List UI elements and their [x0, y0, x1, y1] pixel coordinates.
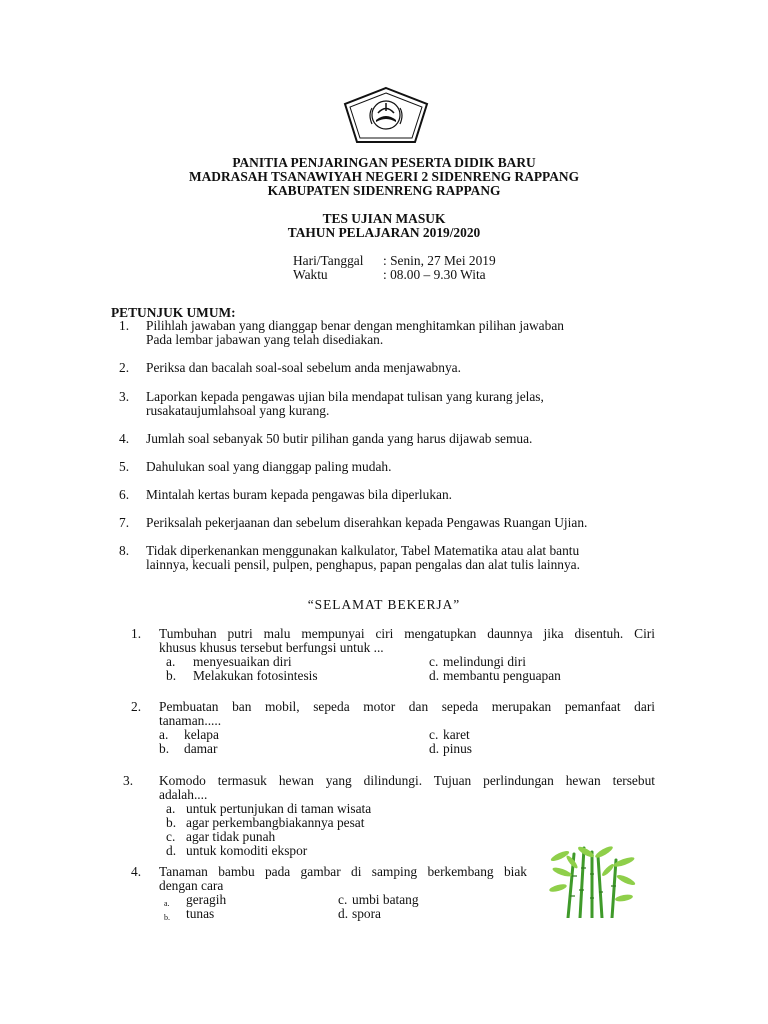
- date-value: : Senin, 27 Mei 2019: [383, 253, 496, 268]
- option-text: tunas: [186, 906, 215, 921]
- option-text: agar perkembangbiakannya pesat: [186, 815, 365, 830]
- instruction-text: rusakataujumlahsoal yang kurang.: [146, 403, 330, 418]
- question-text: Tumbuhan putri malu mempunyai ciri mengatupkan daunnya jika disentuh. Ciri: [159, 626, 655, 641]
- bamboo-plant-icon: [546, 846, 638, 918]
- instruction-number: 1.: [119, 318, 130, 333]
- instruction-number: 3.: [119, 389, 130, 404]
- time-label: Waktu: [293, 267, 328, 282]
- question-text: adalah....: [159, 787, 208, 802]
- option-letter: d.: [429, 668, 440, 683]
- option-letter: c.: [429, 727, 439, 742]
- regency-name: KABUPATEN SIDENRENG RAPPANG: [267, 183, 501, 198]
- instruction-text: Jumlah soal sebanyak 50 butir pilihan ganda yang harus dijawab semua.: [146, 431, 533, 446]
- option-letter: d.: [429, 741, 440, 756]
- instructions-title: PETUNJUK UMUM:: [111, 305, 236, 320]
- option-letter: a.: [159, 727, 169, 742]
- instruction-number: 7.: [119, 515, 130, 530]
- option-text: kelapa: [184, 727, 219, 742]
- option-text: damar: [184, 741, 218, 756]
- option-letter: c.: [338, 892, 348, 907]
- option-letter: c.: [166, 829, 176, 844]
- option-text: melindungi diri: [443, 654, 526, 669]
- instruction-text: lainnya, kecuali pensil, pulpen, penghapus, papan pengalas dan alat tulis lainnya.: [146, 557, 580, 572]
- option-letter: a.: [166, 801, 176, 816]
- option-letter: c.: [429, 654, 439, 669]
- option-text: pinus: [443, 741, 473, 756]
- option-text: Melakukan fotosintesis: [193, 668, 318, 683]
- question-number: 2.: [131, 699, 142, 714]
- good-luck-greeting: “SELAMAT BEKERJA”: [307, 597, 461, 612]
- option-letter: b.: [159, 741, 170, 756]
- instruction-text: Laporkan kepada pengawas ujian bila mendapat tulisan yang kurang jelas,: [146, 389, 544, 404]
- instruction-text: Dahulukan soal yang dianggap paling mudah.: [146, 459, 392, 474]
- instruction-text: Periksalah pekerjaanan dan sebelum diserahkan kepada Pengawas Ruangan Ujian.: [146, 515, 588, 530]
- school-name: MADRASAH TSANAWIYAH NEGERI 2 SIDENRENG RAPPANG: [189, 169, 579, 184]
- option-letter: d.: [166, 843, 177, 858]
- question-text: tanaman.....: [159, 713, 222, 728]
- question-text: Pembuatan ban mobil, sepeda motor dan sepeda merupakan pemanfaat dari: [159, 699, 655, 714]
- instruction-text: Pilihlah jawaban yang dianggap benar dengan menghitamkan pilihan jawaban: [146, 318, 564, 333]
- academic-year: TAHUN PELAJARAN 2019/2020: [287, 225, 481, 240]
- time-value: : 08.00 – 9.30 Wita: [383, 267, 486, 282]
- option-text: untuk pertunjukan di taman wisata: [186, 801, 372, 816]
- instruction-number: 2.: [119, 360, 130, 375]
- option-letter: b.: [164, 913, 170, 922]
- option-letter: b.: [166, 815, 177, 830]
- option-text: menyesuaikan diri: [193, 654, 292, 669]
- question-text: dengan cara: [159, 878, 224, 893]
- option-letter: a.: [166, 654, 176, 669]
- question-text: khusus khusus tersebut berfungsi untuk ...: [159, 640, 384, 655]
- instruction-number: 8.: [119, 543, 130, 558]
- question-number: 4.: [131, 864, 142, 879]
- question-number: 3.: [123, 773, 134, 788]
- institution-logo-icon: [342, 86, 430, 144]
- option-text: karet: [443, 727, 470, 742]
- option-text: spora: [352, 906, 382, 921]
- exam-title: TES UJIAN MASUK: [322, 211, 446, 226]
- option-text: membantu penguapan: [443, 668, 561, 683]
- instruction-text: Tidak diperkenankan menggunakan kalkulator, Tabel Matematika atau alat bantu: [146, 543, 580, 558]
- option-letter: b.: [166, 668, 177, 683]
- instruction-text: Pada lembar jabawan yang telah disediakan.: [146, 332, 384, 347]
- option-letter: a.: [164, 899, 170, 908]
- option-text: umbi batang: [352, 892, 419, 907]
- option-text: untuk komoditi ekspor: [186, 843, 308, 858]
- date-label: Hari/Tanggal: [293, 253, 364, 268]
- question-number: 1.: [131, 626, 142, 641]
- question-text: Komodo termasuk hewan yang dilindungi. Tujuan perlindungan hewan tersebut: [159, 773, 655, 788]
- instruction-number: 4.: [119, 431, 130, 446]
- instruction-text: Periksa dan bacalah soal-soal sebelum anda menjawabnya.: [146, 360, 461, 375]
- option-text: geragih: [186, 892, 227, 907]
- instruction-number: 5.: [119, 459, 130, 474]
- option-letter: d.: [338, 906, 349, 921]
- option-text: agar tidak punah: [186, 829, 276, 844]
- instruction-number: 6.: [119, 487, 130, 502]
- committee-title: PANITIA PENJARINGAN PESERTA DIDIK BARU: [232, 155, 536, 170]
- question-text: Tanaman bambu pada gambar di samping berkembang biak: [159, 864, 527, 879]
- instruction-text: Mintalah kertas buram kepada pengawas bila diperlukan.: [146, 487, 453, 502]
